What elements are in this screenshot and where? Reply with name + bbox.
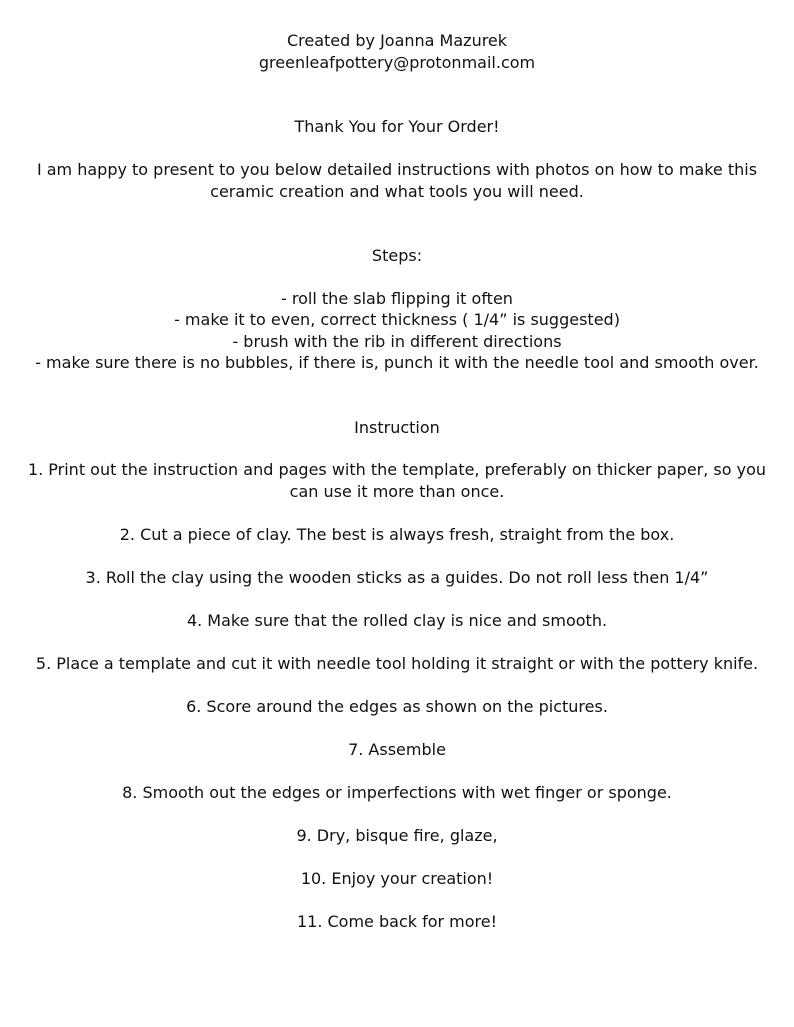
thank-you-heading: Thank You for Your Order! [294, 117, 500, 136]
steps-list [14, 288, 780, 374]
instruction-item: 9. Dry, bisque fire, glaze, [296, 825, 498, 845]
spacer [14, 138, 780, 160]
instruction-item: 11. Come back for more! [296, 911, 498, 931]
spacer [14, 267, 780, 288]
steps-item: - roll the slab flipping it often [281, 288, 513, 308]
instruction-item: 1. Print out the instruction and pages with the template, preferably on thicker paper, so you can use it more than once. [27, 460, 767, 501]
creator-email: greenleafpottery@protonmail.com [258, 52, 536, 72]
steps-item: - make sure there is no bubbles, if there is, punch it with the needle tool and smooth over. [35, 353, 759, 372]
creator-line: Created by Joanna Mazurek [286, 31, 508, 50]
intro-paragraph: I am happy to present to you below detailed instructions with photos on how to make this ceramic creation and what tools you will need. [36, 160, 758, 201]
spacer [14, 202, 780, 245]
instruction-heading: Instruction [354, 417, 440, 437]
instruction-item: 3. Roll the clay using the wooden sticks as a guides. Do not roll less then 1/4” [85, 567, 709, 587]
instruction-item: 6. Score around the edges as shown on the pictures. [186, 696, 608, 716]
instruction-list [14, 459, 780, 932]
spacer [14, 73, 780, 116]
instruction-item: 5. Place a template and cut it with needle tool holding it straight or with the pottery knife. [35, 653, 759, 673]
instruction-item: 7. Assemble [348, 739, 446, 759]
steps-item: - make it to even, correct thickness ( 1/4” is suggested) [174, 310, 620, 329]
instruction-item: 8. Smooth out the edges or imperfections with wet finger or sponge. [122, 782, 672, 802]
spacer [14, 438, 780, 459]
steps-item: - brush with the rib in different directions [232, 331, 562, 351]
steps-heading: Steps: [371, 246, 423, 265]
spacer [14, 374, 780, 417]
instruction-item: 2. Cut a piece of clay. The best is always fresh, straight from the box. [119, 524, 675, 544]
instruction-item: 4. Make sure that the rolled clay is nice and smooth. [186, 610, 608, 630]
instruction-item: 10. Enjoy your creation! [300, 868, 494, 888]
